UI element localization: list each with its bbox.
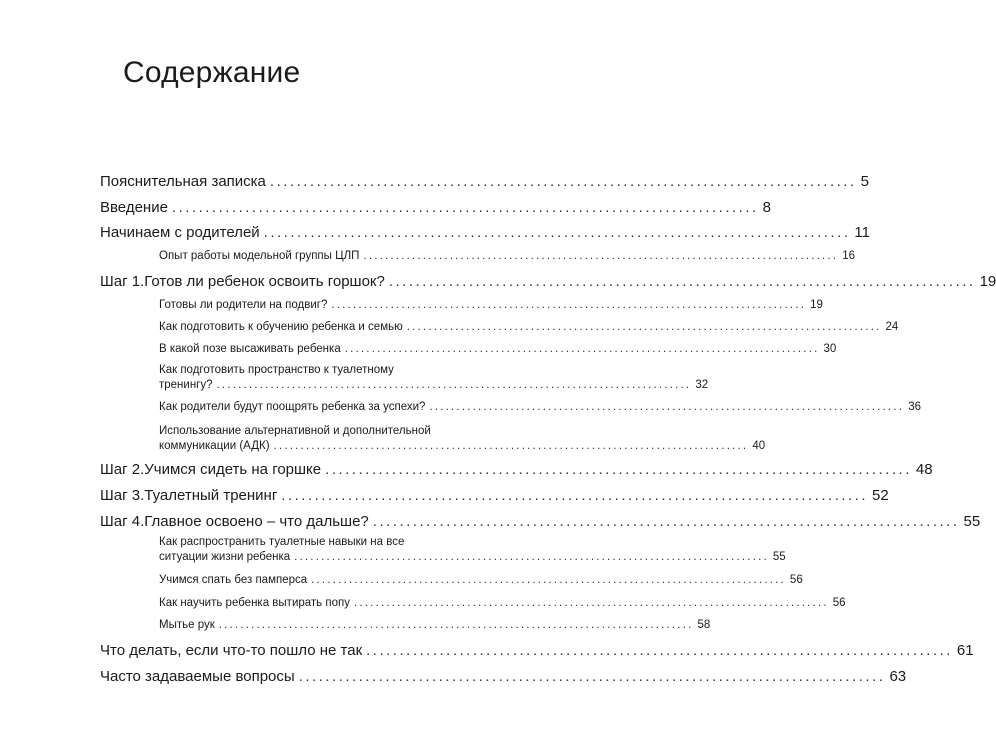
toc-entry-page: 16 bbox=[842, 250, 856, 262]
toc-entry-page: 30 bbox=[823, 343, 837, 355]
leader-dots: ........................................................................................ bbox=[294, 551, 769, 563]
leader-dots: ........................................................................................ bbox=[216, 379, 692, 391]
leader-dots: ........................................................................................ bbox=[171, 199, 759, 216]
toc-entry[interactable] bbox=[100, 641, 974, 661]
toc-entry-page: 32 bbox=[695, 379, 709, 391]
toc-entry-title: Главное освоено – что дальше? bbox=[144, 513, 369, 530]
toc-subentry[interactable] bbox=[159, 618, 711, 633]
toc-entry-title: Готов ли ребенок освоить горшок? bbox=[144, 273, 385, 290]
toc-subentry[interactable] bbox=[159, 298, 823, 313]
toc-entry-page: 63 bbox=[889, 668, 907, 685]
toc-entry-page: 11 bbox=[854, 224, 870, 241]
toc-entry[interactable] bbox=[100, 172, 869, 192]
leader-dots: ........................................................................................ bbox=[372, 513, 960, 530]
leader-dots: ........................................................................................ bbox=[363, 250, 839, 262]
leader-dots: ........................................................................................ bbox=[366, 642, 953, 659]
leader-dots: ........................................................................................ bbox=[353, 597, 829, 609]
toc-entry-title-line1: Как распространить туалетные навыки на все bbox=[159, 536, 405, 548]
leader-dots: ........................................................................................ bbox=[406, 321, 882, 333]
toc-entry-page: 19 bbox=[810, 299, 823, 311]
toc-entry-page: 58 bbox=[697, 619, 711, 631]
toc-entry-page: 48 bbox=[915, 461, 933, 478]
toc-subentry[interactable] bbox=[159, 320, 899, 335]
toc-entry[interactable] bbox=[100, 512, 981, 532]
leader-dots: ........................................................................................ bbox=[263, 224, 851, 241]
toc-entry[interactable] bbox=[100, 486, 889, 506]
toc-subentry[interactable] bbox=[159, 342, 837, 357]
leader-dots: ........................................................................................ bbox=[269, 173, 857, 190]
leader-dots: ........................................................................................ bbox=[218, 619, 694, 631]
toc-entry-page: 36 bbox=[908, 401, 922, 413]
toc-entry-page: 8 bbox=[762, 199, 772, 216]
leader-dots: ........................................................................................ bbox=[298, 668, 886, 685]
toc-entry-page: 56 bbox=[789, 574, 803, 586]
toc-entry-title: Введение bbox=[100, 199, 168, 216]
toc-subentry[interactable] bbox=[159, 363, 709, 393]
toc-subentry[interactable] bbox=[159, 249, 856, 264]
toc-entry-title: Как родители будут поощрять ребенка за успехи? bbox=[159, 401, 426, 413]
toc-entry-page: 52 bbox=[872, 487, 889, 504]
toc-entry-title: Как научить ребенка вытирать попу bbox=[159, 597, 350, 609]
leader-dots: ........................................................................................ bbox=[331, 299, 807, 311]
toc-entry-title: Начинаем с родителей bbox=[100, 224, 260, 241]
toc-entry-title: Пояснительная записка bbox=[100, 173, 266, 190]
toc-entry-page: 55 bbox=[963, 513, 981, 530]
toc-entry-title: Учимся спать без памперса bbox=[159, 574, 308, 586]
toc-entry-page: 61 bbox=[956, 642, 974, 659]
toc-entry-title-line1: Как подготовить пространство к туалетному bbox=[159, 364, 394, 376]
leader-dots: ........................................................................................ bbox=[311, 574, 786, 586]
toc-entry-page: 5 bbox=[860, 173, 869, 190]
toc-entry-title-line2: тренингу? bbox=[159, 379, 213, 391]
toc-entry-page: 40 bbox=[752, 440, 766, 452]
toc-entry-title: Мытье рук bbox=[159, 619, 215, 631]
page-title: Содержание bbox=[123, 56, 301, 89]
toc-entry-title: В какой позе высаживать ребенка bbox=[159, 343, 341, 355]
toc-entry-title: Туалетный тренинг bbox=[144, 487, 278, 504]
toc-entry-step: Шаг 1. bbox=[100, 273, 145, 290]
toc-entry-title: Часто задаваемые вопросы bbox=[100, 668, 295, 685]
toc-entry[interactable] bbox=[100, 667, 907, 687]
toc-entry-step: Шаг 3. bbox=[100, 487, 145, 504]
toc-subentry[interactable] bbox=[159, 573, 803, 588]
toc-entry-title: Как подготовить к обучению ребенка и семью bbox=[159, 321, 403, 333]
toc-entry-title-line2: ситуации жизни ребенка bbox=[159, 551, 291, 563]
toc-entry-title-line2: коммуникации (АДК) bbox=[159, 440, 270, 452]
leader-dots: ........................................................................................ bbox=[344, 343, 820, 355]
toc-entry[interactable] bbox=[100, 272, 996, 292]
toc-entry-title-line1: Использование альтернативной и дополнительной bbox=[159, 425, 431, 437]
toc-subentry[interactable] bbox=[159, 400, 922, 415]
leader-dots: ........................................................................................ bbox=[429, 401, 905, 413]
toc-entry-page: 24 bbox=[885, 321, 899, 333]
toc-subentry[interactable] bbox=[159, 535, 786, 565]
toc-entry-step: Шаг 4. bbox=[100, 513, 145, 530]
toc-subentry[interactable] bbox=[159, 424, 766, 454]
toc-entry[interactable] bbox=[100, 198, 772, 218]
toc-entry-title: Учимся сидеть на горшке bbox=[144, 461, 322, 478]
toc-entry-step: Шаг 2. bbox=[100, 461, 145, 478]
leader-dots: ........................................................................................ bbox=[273, 440, 749, 452]
leader-dots: ........................................................................................ bbox=[281, 487, 869, 504]
toc-entry-page: 56 bbox=[832, 597, 846, 609]
toc-entry-page: 19 bbox=[979, 273, 996, 290]
toc-entry[interactable] bbox=[100, 460, 933, 480]
toc-subentry[interactable] bbox=[159, 596, 846, 611]
toc-entry-page: 55 bbox=[772, 551, 786, 563]
leader-dots: ........................................................................................ bbox=[325, 461, 912, 478]
toc-entry-title: Опыт работы модельной группы ЦЛП bbox=[159, 250, 360, 262]
toc-entry[interactable] bbox=[100, 223, 870, 243]
toc-entry-title: Готовы ли родители на подвиг? bbox=[159, 299, 328, 311]
toc-entry-title: Что делать, если что-то пошло не так bbox=[100, 642, 363, 659]
leader-dots: ........................................................................................ bbox=[388, 273, 976, 290]
